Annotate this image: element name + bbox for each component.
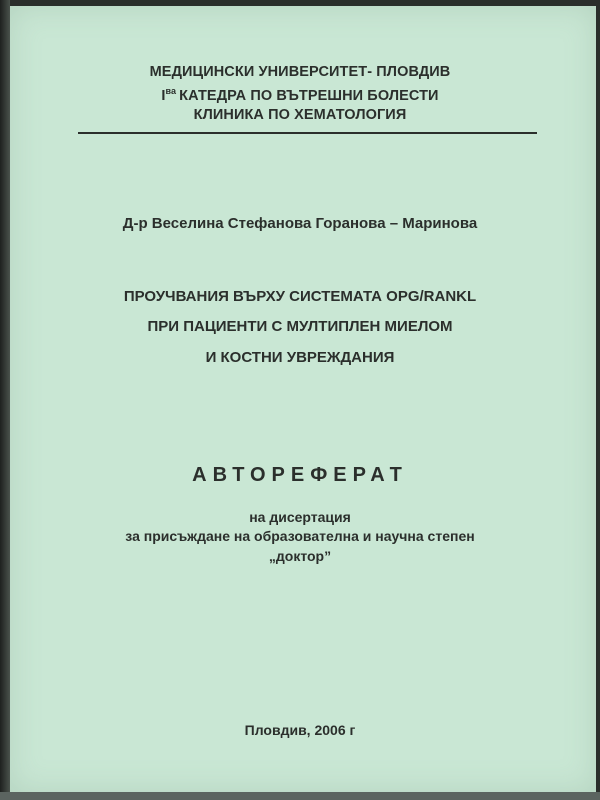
title-line-2: ПРИ ПАЦИЕНТИ С МУЛТИПЛЕН МИЕЛОМ: [147, 318, 453, 335]
scan-bottom-edge: [0, 792, 600, 800]
department-label: КАТЕДРА ПО ВЪТРЕШНИ БОЛЕСТИ: [179, 88, 439, 104]
title-line-3: И КОСТНИ УВРЕЖДАНИЯ: [205, 349, 395, 366]
header-divider: [78, 132, 537, 134]
subtitle-line-2: за присъждане на образователна и научна степен: [125, 528, 475, 544]
clinic-name: КЛИНИКА ПО ХЕМАТОЛОГИЯ: [193, 107, 407, 123]
document-type: АВТОРЕФЕРАТ: [192, 464, 408, 486]
department-superscript: ва: [165, 86, 177, 96]
department-name: [0, 86, 600, 104]
place-and-year: Пловдив, 2006 г: [244, 722, 356, 738]
title-line-1: ПРОУЧВАНИЯ ВЪРХУ СИСТЕМАТА OPG/RANKL: [123, 288, 477, 305]
university-name: МЕДИЦИНСКИ УНИВЕРСИТЕТ- ПЛОВДИВ: [149, 64, 451, 80]
subtitle-line-3: „доктор”: [268, 548, 332, 564]
subtitle-line-1: на дисертация: [249, 509, 351, 525]
department-prefix: I: [161, 88, 166, 104]
author-name: Д-р Веселина Стефанова Горанова – Маринова: [122, 215, 478, 232]
cover-page: [10, 6, 596, 792]
